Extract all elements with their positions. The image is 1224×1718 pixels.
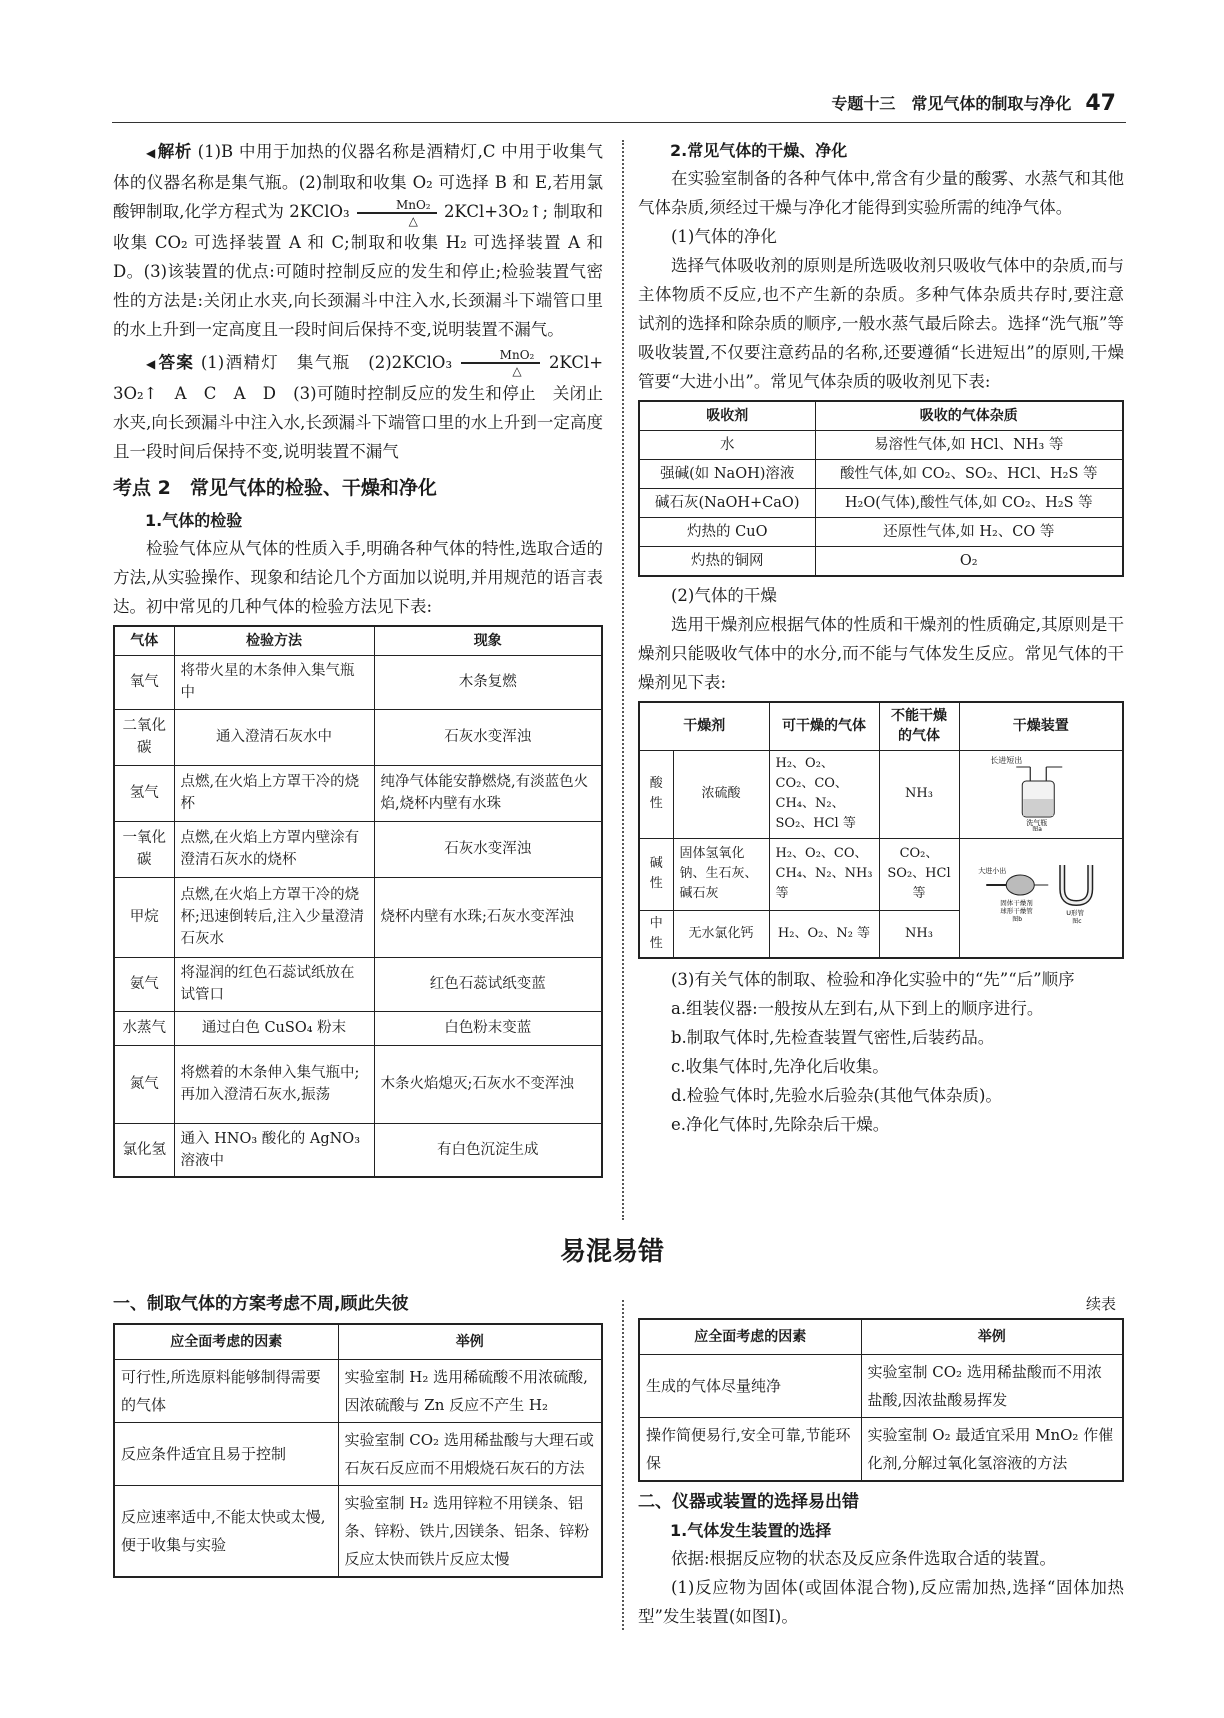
kaodian-title: 考点 2 常见气体的检验、干燥和净化 [113,476,437,499]
table-row [114,1045,602,1123]
drying-tube-figure [960,839,1123,949]
th-apparatus: 干燥装置 [959,702,1123,750]
cell-apparatus-bc [959,838,1123,958]
header-title: 专题十三 常见气体的制取与净化 [831,94,1072,113]
cell-gas: 氮气 [114,1045,174,1123]
cell-gas: 二氧化碳 [114,709,174,765]
table-row [639,460,1123,489]
th-phenomenon: 现象 [374,626,602,656]
cell-method: 将燃着的木条伸入集气瓶中;再加入澄清石灰水,振荡 [174,1045,374,1123]
cell-type: 酸性 [639,750,673,838]
bottom-left [113,1290,603,1578]
cell-method: 通过白色 CuSO₄ 粉末 [174,1011,374,1045]
scheme-table [113,1323,603,1578]
th-gas: 气体 [114,626,174,656]
fig-a-top-label: 长进短出 [989,755,1022,765]
cell-factor: 可行性,所选原料能够制得需要的气体 [114,1360,338,1423]
table-row [639,547,1123,577]
answer-condition-heat: △ [512,364,522,378]
cell-phenomenon: 石灰水变浑浊 [374,821,602,877]
answer-text-2: 2KCl+ [548,352,604,372]
cell-impurity: 易溶性气体,如 HCl、NH₃ 等 [815,431,1123,460]
answer-text-1: (1)酒精灯 集气瓶 (2)2KClO₃ [200,352,453,372]
table-row [114,1486,602,1578]
right-column [638,137,1124,1139]
dry-title: (2)气体的干燥 [671,586,777,605]
cell-phenomenon: 白色粉末变蓝 [374,1011,602,1045]
scheme-table-continued [638,1318,1124,1482]
fig-b-top-label: 大进小出 [977,867,1006,875]
answer-condition [461,348,541,378]
cell-gas: 甲烷 [114,877,174,957]
cell-method: 点燃,在火焰上方罩干冷的烧杯;迅速倒转后,注入少量澄清石灰水 [174,877,374,957]
answer-text-3: 3O₂↑ A C A D (3)可随时控制反应的发生和停止 关闭止水夹,向长颈漏斗中注入水,长颈漏斗下端管口里的水上升到一定高度且一段时间后保持不变,说明装置不漏气 [113,383,603,461]
purify-text: 选择气体吸收剂的原则是所选吸收剂只吸收气体中的杂质,而与主体物质不反应,也不产生新的杂质。多种气体杂质共存时,要注意试剂的选择和除杂质的顺序,一般水蒸气最后除去。选择“洗气瓶”等吸收装置,不仅要注意药品的名称,还要遵循“长进短出”的原则,干燥管要“大进小出”。常见气体杂质的吸收剂见下表: [638,256,1124,391]
table-row [639,750,1123,838]
cell-method: 将带火星的木条伸入集气瓶中 [174,655,374,709]
answer-condition-catalyst: MnO₂ [461,348,541,364]
th-impurity: 吸收的气体杂质 [815,401,1123,431]
th-can-dry: 可干燥的气体 [769,702,879,750]
table-row [639,431,1123,460]
cell-example: 实验室制 CO₂ 选用稀盐酸而不用浓盐酸,因浓盐酸易挥发 [861,1355,1123,1418]
cell-absorbent: 碱石灰(NaOH+CaO) [639,489,815,518]
cell-gas: 氧气 [114,655,174,709]
cell-impurity: 酸性气体,如 CO₂、SO₂、HCl、H₂S 等 [815,460,1123,489]
cell-type: 碱性 [639,838,673,910]
sub2-text: 在实验室制备的各种气体中,常含有少量的酸雾、水蒸气和其他气体杂质,须经过干燥与净化才能得到实验所需的纯净气体。 [638,169,1124,217]
order-item: d.检验气体时,先验水后验杂(其他气体杂质)。 [671,1085,1002,1105]
condition-catalyst: MnO₂ [357,198,437,214]
dry-text: 选用干燥剂应根据气体的性质和干燥剂的性质确定,其原则是干燥剂只能吸收气体中的水分,而不能与气体发生反应。常见气体的干燥剂见下表: [638,615,1124,692]
answer-label: ◀ 答案 [146,353,194,372]
cell-absorbent: 灼热的 CuO [639,518,815,547]
cell-example: 实验室制 CO₂ 选用稀盐酸与大理石或石灰石反应而不用煅烧石灰石的方法 [338,1423,602,1486]
th-desiccant: 干燥剂 [639,702,769,750]
cell-phenomenon: 纯净气体能安静燃烧,有淡蓝色火焰,烧杯内壁有水珠 [374,765,602,821]
cell-gas: 氨气 [114,957,174,1011]
fig-b-name: 固体干燥剂 [999,899,1033,907]
table-row [639,489,1123,518]
cell-gas: 氢气 [114,765,174,821]
table-row [114,765,602,821]
th-factor: 应全面考虑的因素 [114,1324,338,1360]
table-row [114,1360,602,1423]
column-divider-bottom [622,1300,624,1630]
cell-can: H₂、O₂、N₂ 等 [769,910,879,958]
table-header-row [639,401,1123,431]
reaction-condition [357,198,437,228]
table-row [114,821,602,877]
cell-example: 实验室制 H₂ 选用锌粒不用镁条、铝条、锌粉、铁片,因镁条、铝条、锌粉反应太快而铁片反应太慢 [338,1486,602,1578]
table-row [114,957,602,1011]
cell-gas: 水蒸气 [114,1011,174,1045]
cell-impurity: 还原性气体,如 H₂、CO 等 [815,518,1123,547]
cell-factor: 生成的气体尽量纯净 [639,1355,861,1418]
th-example: 举例 [861,1319,1123,1355]
column-divider [622,140,624,1220]
wash-bottle-figure [960,751,1123,831]
cell-method: 点燃,在火焰上方罩干冷的烧杯 [174,765,374,821]
cell-phenomenon: 木条复燃 [374,655,602,709]
cell-phenomenon: 红色石蕊试纸变蓝 [374,957,602,1011]
cell-method: 点燃,在火焰上方罩内壁涂有澄清石灰水的烧杯 [174,821,374,877]
table-row [639,1355,1123,1418]
desiccant-table [638,701,1124,959]
purify-title: (1)气体的净化 [671,227,777,246]
fig-b-caption: 图b [1011,916,1022,923]
sec2-title: 二、仪器或装置的选择易出错 [638,1492,859,1512]
sec2-para-1: 依据:根据反应物的状态及反应条件选取合适的装置。 [671,1549,1057,1568]
sub1-text: 检验气体应从气体的性质入手,明确各种气体的特性,选取合适的方法,从实验操作、现象和结论几个方面加以说明,并用规范的语言表达。初中常见的几种气体的检验方法见下表: [113,538,603,616]
cell-phenomenon: 烧杯内壁有水珠;石灰水变浑浊 [374,877,602,957]
fig-a-caption: 图a [1031,825,1042,831]
fig-c-name: U形管 [1065,909,1084,917]
cell-can: H₂、O₂、CO₂、CO、CH₄、N₂、SO₂、HCl 等 [769,750,879,838]
cell-can: H₂、O₂、CO、CH₄、N₂、NH₃ 等 [769,838,879,910]
sub2-title: 2.常见气体的干燥、净化 [670,141,848,160]
cell-phenomenon: 有白色沉淀生成 [374,1123,602,1177]
analysis-para [113,137,603,344]
table-row [114,1423,602,1486]
cell-agent: 浓硫酸 [673,750,769,838]
cell-cannot: CO₂、SO₂、HCl 等 [879,838,959,910]
table-row [114,709,602,765]
order-title: (3)有关气体的制取、检验和净化实验中的“先”“后”顺序 [671,969,1075,989]
cell-phenomenon: 石灰水变浑浊 [374,709,602,765]
sub1-title: 1.气体的检验 [145,510,243,530]
table-row [639,838,1123,910]
cell-absorbent: 强碱(如 NaOH)溶液 [639,460,815,489]
table-header-row [639,1319,1123,1355]
absorbent-table [638,400,1124,577]
order-item: b.制取气体时,先检查装置气密性,后装药品。 [671,1027,995,1047]
cell-example: 实验室制 H₂ 选用稀硫酸不用浓硫酸,因浓硫酸与 Zn 反应不产生 H₂ [338,1360,602,1423]
page-number: 47 [1085,91,1116,116]
analysis-text-2: 2KCl+3O₂↑; [443,202,549,221]
cell-apparatus-a [959,750,1123,838]
continued-label: 续表 [1085,1295,1116,1313]
condition-heat: △ [408,213,418,228]
table-row [114,655,602,709]
cell-method: 将湿润的红色石蕊试纸放在试管口 [174,957,374,1011]
sec1-title: 一、制取气体的方案考虑不周,顾此失彼 [113,1294,409,1314]
cell-factor: 反应速率适中,不能太快或太慢,便于收集与实验 [114,1486,338,1578]
sec2-para-2: (1)反应物为固体(或固体混合物),反应需加热,选择“固体加热型”发生装置(如图Ⅰ)。 [638,1578,1124,1626]
page-header [831,84,1116,118]
answer-para [113,348,603,466]
th-absorbent: 吸收剂 [639,401,815,431]
cell-method: 通入澄清石灰水中 [174,709,374,765]
section-title: 易混易错 [559,1237,664,1267]
table-header-row [114,626,602,656]
cell-type: 中性 [639,910,673,958]
cell-cannot: NH₃ [879,750,959,838]
fig-b-name2: 球形干燥管 [999,907,1033,915]
order-item: a.组装仪器:一般按从左到右,从下到上的顺序进行。 [671,998,1044,1018]
table-header-row [114,1324,602,1360]
cell-impurity: H₂O(气体),酸性气体,如 CO₂、H₂S 等 [815,489,1123,518]
header-rule [112,122,1126,123]
cell-absorbent: 灼热的铜网 [639,547,815,577]
analysis-text-3: 制取和收集 CO₂ 可选择装置 A 和 C;制取和收集 H₂ 可选择装置 A 和 D。(3)该装置的优点:可随时控制反应的发生和停止;检验装置气密性的方法是:关闭止水夹,向长颈漏斗中注入水,长颈漏斗下端管口里的水上升到一定高度且一段时间后保持不变,说明装置不漏气。 [113,202,604,339]
cell-cannot: NH₃ [879,910,959,958]
analysis-label: ◀ 解析 [146,142,192,161]
order-item: e.净化气体时,先除杂后干燥。 [671,1114,890,1134]
gas-test-table [113,625,603,1179]
analysis-text-1: (1)B 中用于加热的仪器名称是酒精灯,C 中用于收集气体的仪器名称是集气瓶。(2)制取和收集 O₂ 可选择 B 和 E,若用氯酸钾制取,化学方程式为 2KClO₃ [113,142,604,221]
th-method: 检验方法 [174,626,374,656]
cell-method: 通入 HNO₃ 酸化的 AgNO₃ 溶液中 [174,1123,374,1177]
cell-agent: 固体氢氧化钠、生石灰、碱石灰 [673,838,769,910]
cell-factor: 操作简便易行,安全可靠,节能环保 [639,1418,861,1482]
cell-impurity: O₂ [815,547,1123,577]
table-row [114,877,602,957]
th-factor: 应全面考虑的因素 [639,1319,861,1355]
cell-example: 实验室制 O₂ 最适宜采用 MnO₂ 作催化剂,分解过氧化氢溶液的方法 [861,1418,1123,1482]
cell-gas: 一氧化碳 [114,821,174,877]
cell-factor: 反应条件适宜且易于控制 [114,1423,338,1486]
fig-a-name: 洗气瓶 [1025,818,1047,827]
cell-absorbent: 水 [639,431,815,460]
sec2-subtitle: 1.气体发生装置的选择 [670,1521,832,1540]
left-column [113,137,603,1178]
cell-phenomenon: 木条火焰熄灭;石灰水不变浑浊 [374,1045,602,1123]
cell-agent: 无水氯化钙 [673,910,769,958]
table-row [114,1011,602,1045]
table-row [114,1123,602,1177]
bottom-right [638,1318,1124,1631]
table-header-row [639,702,1123,750]
th-example: 举例 [338,1324,602,1360]
fig-c-caption: 图c [1071,918,1082,925]
table-row [639,1418,1123,1482]
table-row [639,518,1123,547]
order-item: c.收集气体时,先净化后收集。 [671,1056,889,1076]
cell-gas: 氯化氢 [114,1123,174,1177]
th-cannot-dry: 不能干燥的气体 [879,702,959,750]
